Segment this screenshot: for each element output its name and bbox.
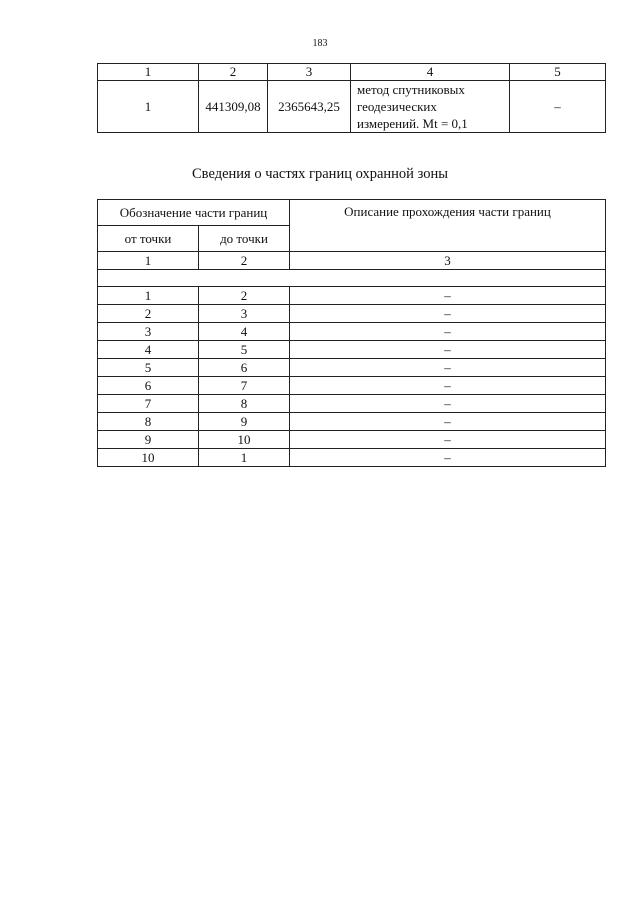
from-point: 2 (98, 305, 199, 323)
coordinates-header-row (98, 64, 606, 81)
blank-row (98, 270, 606, 287)
to-point: 2 (199, 287, 290, 305)
column-number: 3 (290, 252, 606, 270)
part-description: – (290, 323, 606, 341)
from-point: 1 (98, 287, 199, 305)
header-cell: 5 (510, 64, 606, 81)
part-description: – (290, 287, 606, 305)
part-description: – (290, 431, 606, 449)
method-line: метод спутниковых (357, 82, 465, 97)
parts-body (98, 287, 606, 467)
table-row (98, 305, 606, 323)
table-row (98, 81, 606, 133)
from-point: 6 (98, 377, 199, 395)
from-point: 7 (98, 395, 199, 413)
column-number: 1 (98, 252, 199, 270)
boundary-parts-table (97, 199, 606, 467)
coordinates-table (97, 63, 606, 133)
part-description: – (290, 377, 606, 395)
to-point: 5 (199, 341, 290, 359)
part-description: – (290, 395, 606, 413)
group-header: Обозначение части границ (98, 200, 290, 226)
section-title: Сведения о частях границ охранной зоны (192, 166, 448, 182)
column-number: 2 (199, 252, 290, 270)
table-row (98, 323, 606, 341)
from-point: 9 (98, 431, 199, 449)
blank-cell (98, 270, 606, 287)
from-point: 4 (98, 341, 199, 359)
table-row (98, 377, 606, 395)
table-row (98, 431, 606, 449)
group-header-row (98, 200, 606, 226)
part-description: – (290, 449, 606, 467)
to-point: 6 (199, 359, 290, 377)
point-number: 1 (98, 81, 199, 133)
part-description: – (290, 341, 606, 359)
to-point: 3 (199, 305, 290, 323)
x-coordinate: 441309,08 (199, 81, 268, 133)
from-point: 10 (98, 449, 199, 467)
from-header: от точки (98, 226, 199, 252)
from-point: 8 (98, 413, 199, 431)
part-description: – (290, 413, 606, 431)
table-row (98, 395, 606, 413)
method-line: измерений. Mt = 0,1 (357, 116, 468, 131)
to-point: 9 (199, 413, 290, 431)
header-cell: 4 (351, 64, 510, 81)
description-header: Описание прохождения части границ (290, 200, 606, 252)
table-row (98, 413, 606, 431)
method-line: геодезических (357, 99, 437, 114)
from-point: 5 (98, 359, 199, 377)
header-cell: 3 (268, 64, 351, 81)
header-cell: 2 (199, 64, 268, 81)
page-number: 183 (312, 38, 328, 49)
method-cell (351, 81, 510, 133)
col5-value: – (510, 81, 606, 133)
to-point: 7 (199, 377, 290, 395)
table-row (98, 449, 606, 467)
table-row (98, 341, 606, 359)
to-header: до точки (199, 226, 290, 252)
header-cell: 1 (98, 64, 199, 81)
y-coordinate: 2365643,25 (268, 81, 351, 133)
table-row (98, 359, 606, 377)
table-row (98, 287, 606, 305)
to-point: 4 (199, 323, 290, 341)
column-number-row (98, 252, 606, 270)
from-point: 3 (98, 323, 199, 341)
to-point: 1 (199, 449, 290, 467)
to-point: 10 (199, 431, 290, 449)
part-description: – (290, 305, 606, 323)
to-point: 8 (199, 395, 290, 413)
part-description: – (290, 359, 606, 377)
